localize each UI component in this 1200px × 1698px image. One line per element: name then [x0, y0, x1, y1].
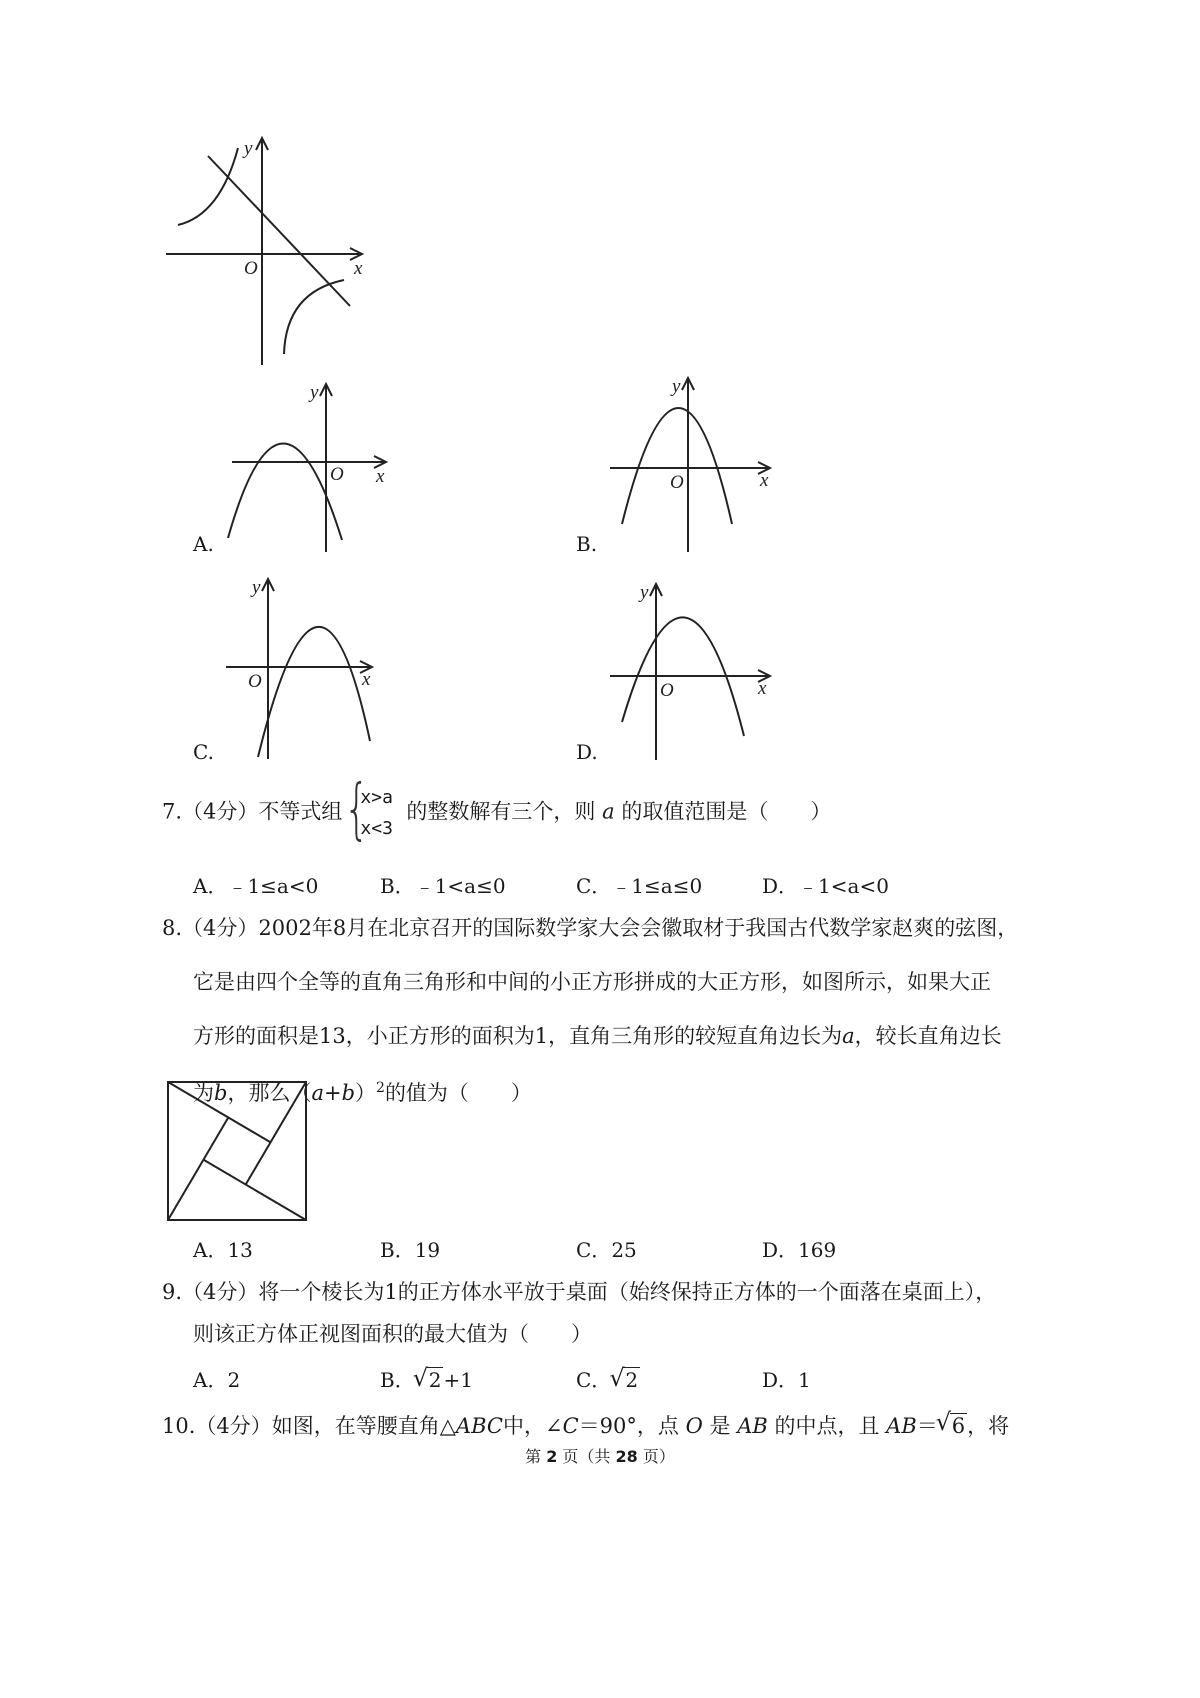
brace-icon: { — [344, 770, 370, 847]
q9-line-1: 9.（4分）将一个棱长为1的正方体水平放于桌面（始终保持正方体的一个面落在桌面上）， — [162, 1280, 997, 1304]
hyperbola-branch-left — [178, 148, 238, 225]
q7-option-b[interactable] — [380, 870, 506, 899]
option-c-graph — [222, 573, 402, 763]
q7-score: （4分） — [182, 799, 259, 824]
q9-option-b-label: B． — [380, 1368, 415, 1392]
q8-option-b-value: 19 — [414, 1238, 441, 1262]
q10-o: O — [685, 1414, 703, 1438]
inequality-row-1: x>a — [360, 787, 393, 808]
footer-pre: 第 — [525, 1447, 542, 1466]
q9-option-a-value: 2 — [227, 1368, 241, 1392]
origin-label: O — [670, 472, 684, 493]
q8-option-b-label: B． — [380, 1238, 415, 1262]
q9-option-b-radicand: 2 — [428, 1368, 442, 1392]
y-axis-label: y — [672, 376, 681, 397]
option-b-graph — [606, 372, 786, 558]
q8-expr: a+b — [311, 1081, 356, 1105]
q7-option-a-label: A． — [193, 874, 228, 898]
y-axis-label: y — [244, 138, 253, 159]
q8-option-d[interactable] — [762, 1234, 836, 1263]
q7-option-c-value: ﹣1≤a≤0 — [611, 874, 703, 898]
q8-option-c-value: 25 — [611, 1238, 637, 1262]
option-b-svg — [606, 372, 786, 558]
q9-line-2: 则该正方体正视图面积的最大值为（ ） — [193, 1322, 592, 1346]
q10-text-e: 的中点，且 — [774, 1414, 880, 1438]
parabola — [622, 408, 732, 524]
parabola — [258, 627, 370, 757]
q8-var-b: b — [214, 1081, 228, 1105]
q7-number: 7. — [162, 799, 183, 824]
q9-option-a[interactable] — [193, 1364, 240, 1393]
q7-option-b-label: B． — [380, 874, 415, 898]
q9-option-d-label: D． — [762, 1368, 799, 1392]
q8-line-4a: 为 — [193, 1081, 214, 1105]
q10-text-b: 中，∠ — [502, 1414, 563, 1438]
option-c-svg — [222, 573, 402, 763]
top-graph-svg — [160, 130, 380, 370]
q8-line-4b: ，那么（ — [227, 1081, 312, 1105]
q8-line-4d: 的值为（ ） — [384, 1081, 532, 1105]
y-axis-label: y — [310, 382, 319, 403]
q8-option-a[interactable] — [193, 1234, 253, 1263]
q8-line-3 — [193, 1022, 1002, 1050]
q8-option-a-label: A． — [193, 1238, 228, 1262]
x-axis-label: x — [362, 669, 371, 690]
outer-square — [168, 1082, 306, 1220]
x-axis-label: x — [760, 470, 769, 491]
option-d-graph — [606, 578, 786, 764]
footer-post: 页） — [642, 1447, 675, 1466]
q9-option-d-value: 1 — [798, 1368, 811, 1392]
q9-option-b-suffix: +1 — [443, 1368, 473, 1392]
q10-ab-2: AB — [886, 1414, 917, 1438]
q8-option-a-value: 13 — [227, 1238, 253, 1262]
origin-label: O — [660, 680, 674, 701]
option-a-graph — [220, 378, 400, 558]
x-axis-label: x — [354, 258, 363, 279]
x-axis-label: x — [376, 466, 385, 487]
q10-text-c: ＝90°，点 — [578, 1414, 679, 1438]
inequality-system — [344, 770, 404, 847]
q7-text-1: 不等式组 — [258, 799, 343, 824]
q7-option-d[interactable] — [762, 870, 889, 899]
q8-option-c[interactable] — [576, 1234, 637, 1263]
q7-text-3: 的取值范围是（ ） — [621, 799, 832, 824]
q10-line-1 — [162, 1412, 1009, 1440]
q10-text-f: ＝ — [916, 1414, 938, 1438]
q10-c: C — [562, 1414, 579, 1438]
origin-label: O — [244, 258, 258, 279]
sqrt-symbol — [415, 1368, 444, 1392]
q7-text-2: 的整数解有三个，则 — [406, 799, 596, 824]
q7-option-a-value: ﹣1≤a<0 — [227, 874, 319, 898]
q8-option-c-label: C． — [576, 1238, 612, 1262]
q7-option-d-value: ﹣1<a<0 — [798, 874, 889, 898]
sqrt-symbol — [611, 1368, 640, 1392]
q9-option-a-label: A． — [193, 1368, 228, 1392]
option-b-label[interactable]: B. — [576, 532, 598, 556]
option-c-label[interactable]: C. — [193, 740, 214, 764]
page-footer — [0, 1444, 1200, 1467]
pinwheel-square-figure — [166, 1080, 310, 1224]
q10-text-d: 是 — [709, 1414, 731, 1438]
q10-abc: ABC — [455, 1414, 503, 1438]
q8-line-2: 它是由四个全等的直角三角形和中间的小正方形拼成的大正方形，如图所示，如果大正 — [193, 970, 991, 994]
footer-total-pages: 28 — [615, 1447, 638, 1466]
q8-line-3a: 方形的面积是13，小正方形的面积为1，直角三角形的较短直角边长为 — [193, 1024, 843, 1048]
origin-label: O — [330, 464, 344, 485]
y-axis-label: y — [640, 582, 649, 603]
q9-option-c[interactable] — [576, 1364, 640, 1393]
question-7 — [162, 770, 832, 847]
q8-option-d-label: D． — [762, 1238, 799, 1262]
pinwheel-svg — [166, 1080, 310, 1224]
inequality-row-2: x<3 — [360, 818, 393, 839]
origin-label: O — [248, 671, 262, 692]
q8-option-d-value: 169 — [798, 1238, 837, 1262]
q9-option-c-radicand: 2 — [625, 1368, 639, 1392]
q7-option-c-label: C． — [576, 874, 612, 898]
q7-option-a[interactable] — [193, 870, 318, 899]
q9-option-c-label: C． — [576, 1368, 612, 1392]
parabola — [228, 443, 342, 540]
q10-ab-1: AB — [737, 1414, 768, 1438]
q8-line-4c: ） — [355, 1081, 377, 1105]
q8-var-a: a — [842, 1024, 855, 1048]
footer-mid: 页（共 — [562, 1447, 611, 1466]
option-d-label[interactable]: D. — [576, 740, 598, 764]
q10-text-a: 10.（4分）如图，在等腰直角△ — [162, 1414, 456, 1438]
q8-line-1: 8.（4分）2002年8月在北京召开的国际数学家大会会徽取材于我国古代数学家赵爽的弦图， — [162, 916, 1019, 940]
q9-option-d[interactable] — [762, 1364, 811, 1393]
q7-option-c[interactable] — [576, 870, 702, 899]
q7-option-d-label: D． — [762, 874, 799, 898]
option-a-svg — [220, 378, 400, 558]
q8-option-b[interactable] — [380, 1234, 440, 1263]
q7-option-b-value: ﹣1<a≤0 — [414, 874, 506, 898]
q8-exponent: 2 — [376, 1080, 385, 1096]
option-d-svg — [606, 578, 786, 764]
x-axis-label: x — [758, 678, 767, 699]
q8-line-3b: ，较长直角边长 — [854, 1024, 1002, 1048]
footer-page-number: 2 — [546, 1447, 558, 1466]
q10-radicand: 6 — [951, 1414, 966, 1438]
q7-var: a — [602, 799, 615, 824]
sqrt-symbol — [938, 1412, 967, 1440]
y-axis-label: y — [252, 577, 261, 598]
option-a-label[interactable]: A. — [193, 532, 214, 556]
q10-text-g: ，将 — [967, 1414, 1010, 1438]
top-graph-figure — [160, 130, 380, 370]
q9-option-b[interactable] — [380, 1364, 473, 1393]
